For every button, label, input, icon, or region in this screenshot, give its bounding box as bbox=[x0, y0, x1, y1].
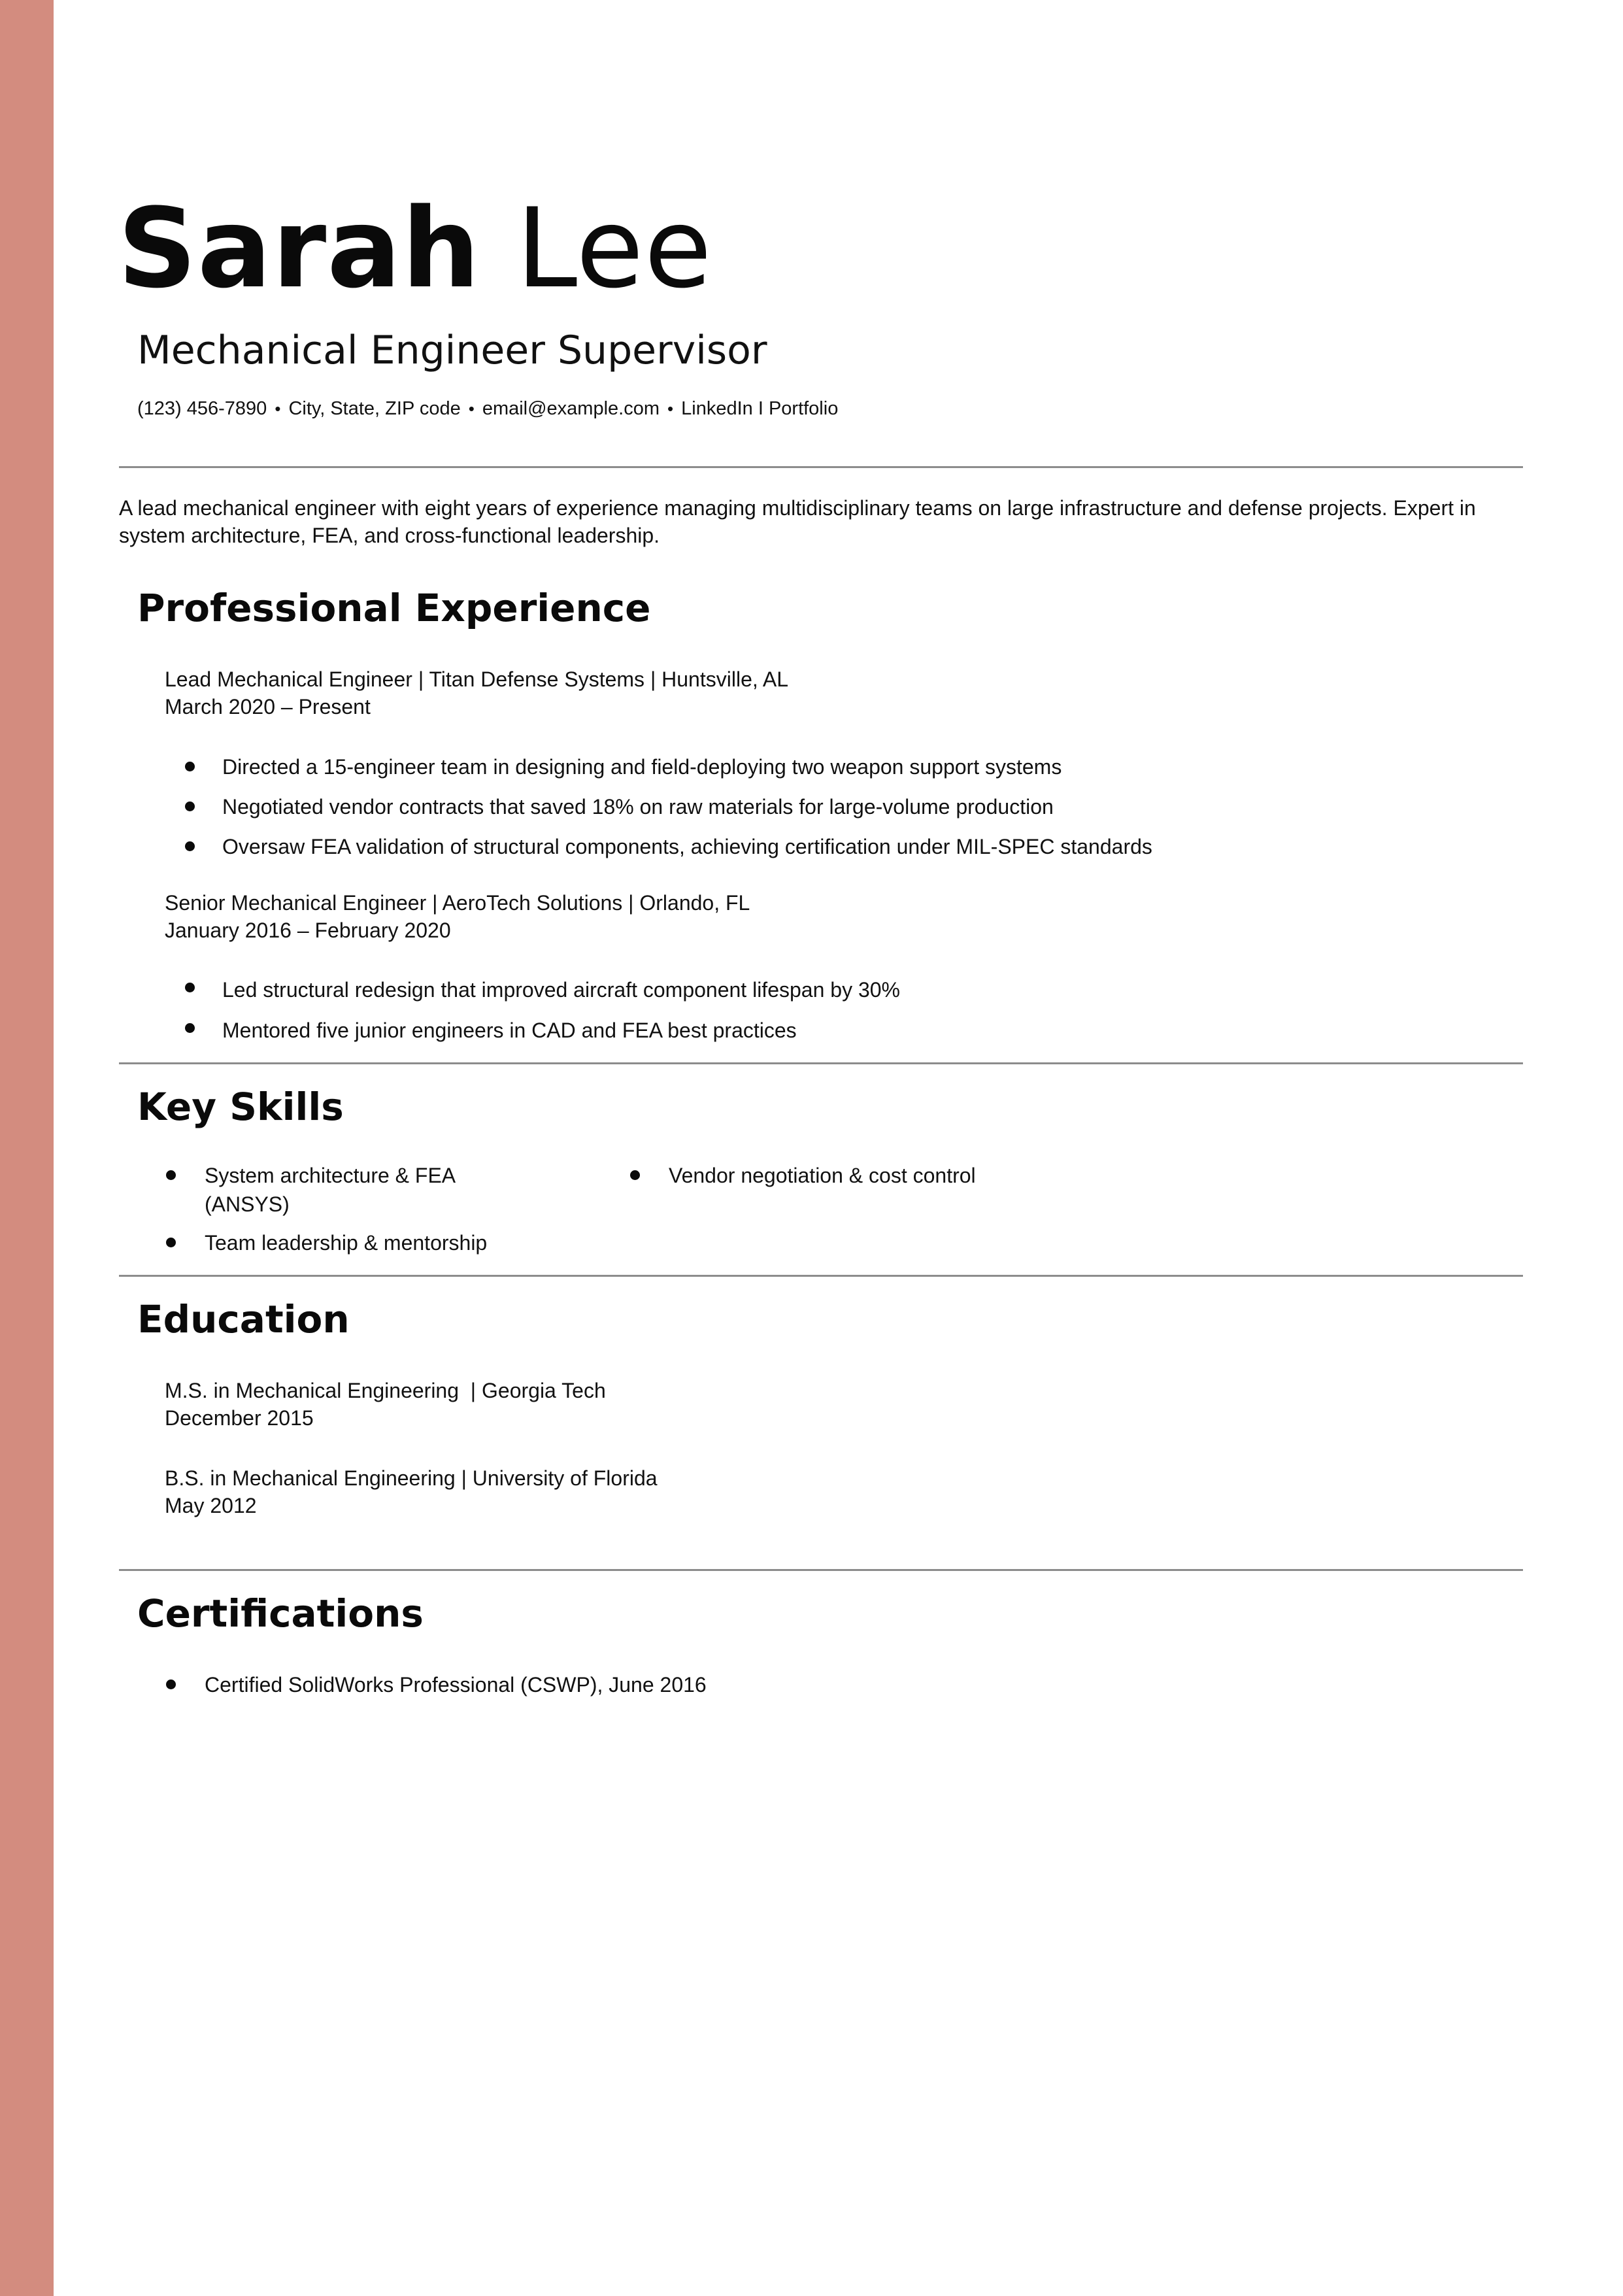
bullet-text: Oversaw FEA validation of structural components, achieving certification under MIL-SPEC standards bbox=[222, 835, 1152, 858]
degree-line: B.S. in Mechanical Engineering | University of Florida bbox=[165, 1466, 658, 1490]
bullet-dot bbox=[630, 1170, 640, 1180]
bullet-text: Negotiated vendor contracts that saved 18% on raw materials for large-volume production bbox=[222, 795, 1054, 819]
contact-links[interactable]: LinkedIn I Portfolio bbox=[681, 398, 839, 419]
accent-bar bbox=[0, 0, 54, 2296]
experience-heading: Professional Experience bbox=[137, 586, 651, 630]
skill-item bbox=[205, 1161, 479, 1219]
bullet-dot bbox=[185, 802, 195, 811]
divider-header bbox=[119, 466, 1523, 468]
bullet-text: Mentored five junior engineers in CAD and FEA best practices bbox=[222, 1019, 797, 1042]
list-item bbox=[222, 976, 900, 1004]
contact-line bbox=[137, 396, 838, 422]
bullet-dot bbox=[185, 762, 195, 771]
list-item bbox=[222, 833, 1152, 860]
job-dates: January 2016 – February 2020 bbox=[165, 919, 451, 942]
candidate-name bbox=[118, 183, 712, 314]
degree-date: May 2012 bbox=[165, 1494, 257, 1517]
education-heading: Education bbox=[137, 1297, 350, 1342]
skill-item bbox=[669, 1161, 976, 1190]
job-entry bbox=[165, 889, 750, 944]
job-bullets bbox=[222, 976, 900, 1044]
contact-location: City, State, ZIP code bbox=[288, 398, 461, 419]
contact-separator: • bbox=[667, 399, 674, 418]
skill-text: System architecture & FEA (ANSYS) bbox=[205, 1164, 455, 1216]
education-entry bbox=[165, 1464, 658, 1519]
contact-separator: • bbox=[275, 399, 281, 418]
bullet-dot bbox=[185, 983, 195, 992]
skill-text: Vendor negotiation & cost control bbox=[669, 1164, 976, 1187]
degree-line: M.S. in Mechanical Engineering | Georgia Tech bbox=[165, 1379, 606, 1402]
certification-text: Certified SolidWorks Professional (CSWP), June 2016 bbox=[205, 1673, 707, 1697]
summary-paragraph: A lead mechanical engineer with eight years of experience managing multidisciplinary teams on large infrastructure and defense projects. Expert in system architecture, FEA, and cross-functional leadership. bbox=[119, 496, 1476, 547]
education-entry bbox=[165, 1377, 606, 1432]
divider-skills bbox=[119, 1275, 1523, 1277]
certification-item bbox=[205, 1670, 707, 1699]
degree-date: December 2015 bbox=[165, 1406, 314, 1430]
skills-heading: Key Skills bbox=[137, 1085, 344, 1129]
contact-email[interactable]: email@example.com bbox=[482, 398, 660, 419]
divider-experience bbox=[119, 1062, 1523, 1064]
first-name: Sarah bbox=[118, 184, 481, 312]
bullet-text: Directed a 15-engineer team in designing and field-deploying two weapon support systems bbox=[222, 755, 1062, 779]
job-title-line: Lead Mechanical Engineer | Titan Defense Systems | Huntsville, AL bbox=[165, 667, 789, 691]
bullet-dot bbox=[185, 1023, 195, 1033]
skill-text: Team leadership & mentorship bbox=[205, 1231, 488, 1255]
job-title: Mechanical Engineer Supervisor bbox=[137, 328, 767, 373]
divider-education bbox=[119, 1569, 1523, 1571]
list-item bbox=[222, 753, 1152, 781]
list-item bbox=[222, 793, 1152, 820]
bullet-text: Led structural redesign that improved aircraft component lifespan by 30% bbox=[222, 978, 900, 1002]
job-entry bbox=[165, 666, 788, 720]
bullet-dot bbox=[185, 841, 195, 851]
job-title-line: Senior Mechanical Engineer | AeroTech Solutions | Orlando, FL bbox=[165, 891, 750, 915]
contact-separator: • bbox=[468, 399, 475, 418]
job-bullets bbox=[222, 753, 1152, 860]
bullet-dot bbox=[166, 1170, 176, 1180]
bullet-dot bbox=[166, 1680, 176, 1689]
bullet-dot bbox=[166, 1238, 176, 1247]
list-item bbox=[222, 1017, 900, 1044]
skill-item bbox=[205, 1228, 487, 1257]
contact-phone: (123) 456-7890 bbox=[137, 398, 267, 419]
last-name: Lee bbox=[516, 184, 712, 312]
certifications-heading: Certifications bbox=[137, 1591, 424, 1636]
job-dates: March 2020 – Present bbox=[165, 695, 371, 718]
